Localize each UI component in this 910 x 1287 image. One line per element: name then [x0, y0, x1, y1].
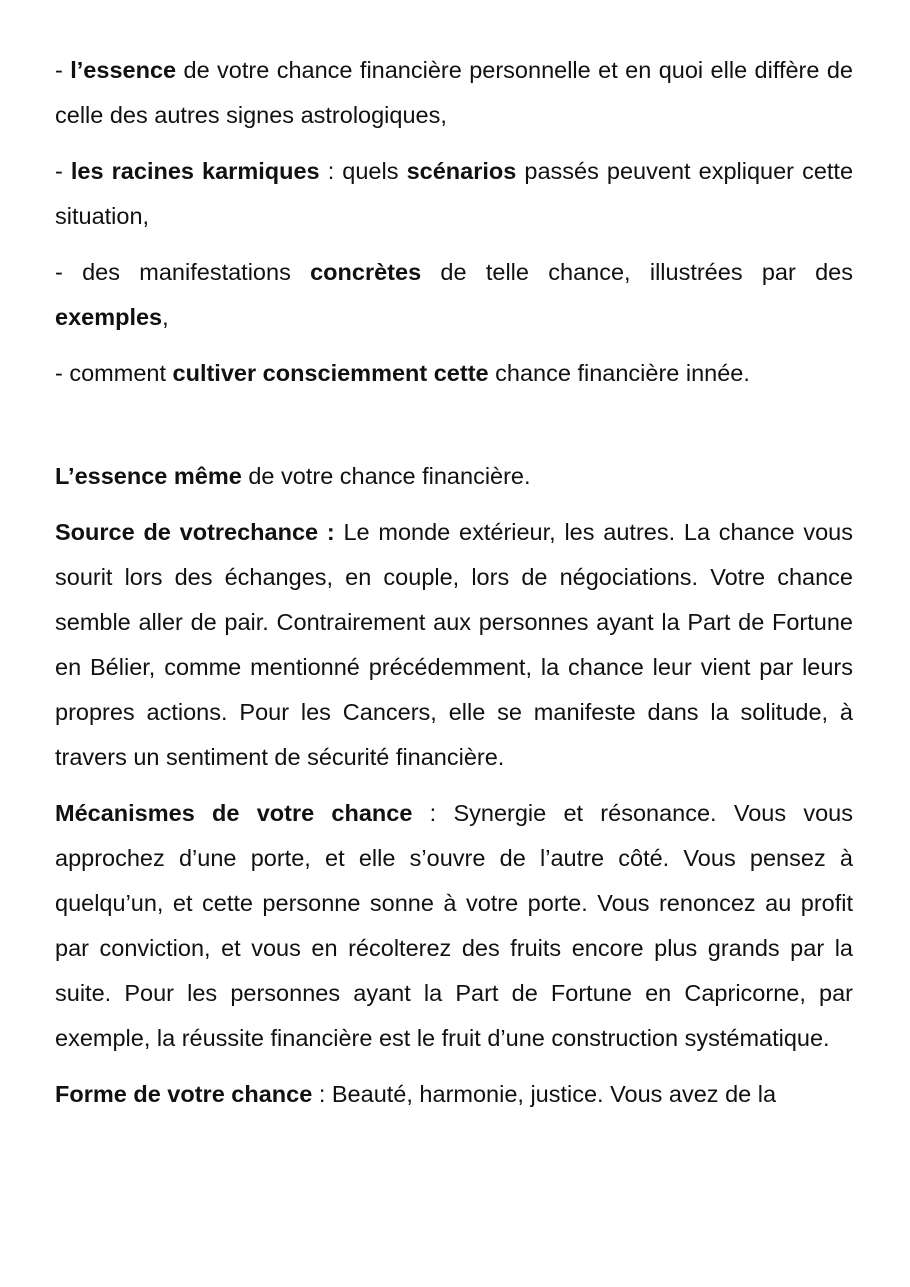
paragraph-text: : Beauté, harmonie, justice. Vous avez de la: [312, 1081, 777, 1107]
paragraph-text: Le monde extérieur, les autres. La chance vous sourit lors des échanges, en couple, lors de négociations. Votre chance semble aller de pair. Contrairement aux personnes ayant la Part de Fortune en Bélier, comme mentionné précédemment, la chance leur vient par leurs propres actions. Pour les Cancers, elle se manifeste dans la solitude, à travers un sentiment de sécurité financière.: [55, 519, 853, 770]
bullet-prefix: -: [55, 57, 71, 83]
paragraph-source: [55, 510, 853, 780]
document-page: [55, 48, 853, 1128]
section-spacer: [55, 407, 853, 454]
paragraph-label: Source de votrechance :: [55, 519, 335, 545]
paragraph-text: : Synergie et résonance. Vous vous approchez d’une porte, et elle s’ouvre de l’autre côté. Vous pensez à quelqu’un, et cette personne sonne à votre porte. Vous renoncez au profit par conviction, et vous en récolterez des fruits encore plus grands par la suite. Pour les personnes ayant la Part de Fortune en Capricorne, par exemple, la réussite financière est le fruit d’une construction systématique.: [55, 800, 853, 1051]
bullet-bold: concrètes: [310, 259, 422, 285]
bullet-cultivate: [55, 351, 853, 396]
bullet-text: de telle chance, illustrées par des: [421, 259, 854, 285]
paragraph-form: [55, 1072, 853, 1117]
bullet-prefix: -: [55, 158, 71, 184]
bullet-text: ,: [162, 304, 169, 330]
bullet-bold: cultiver consciemment cette: [172, 360, 489, 386]
bullet-karmic-roots: [55, 149, 853, 239]
paragraph-label: Forme de votre chance: [55, 1081, 313, 1107]
bullet-prefix: - des manifestations: [55, 259, 311, 285]
bullet-text: : quels: [319, 158, 407, 184]
bullet-text: de votre chance financière personnelle et en quoi elle diffère de celle des autres signes astrologiques,: [55, 57, 853, 128]
bullet-text: passés peuvent expliquer cette situation,: [55, 158, 854, 229]
section-heading-text: de votre chance financière.: [241, 463, 531, 489]
paragraph-label: Mécanismes de votre chance: [55, 800, 413, 826]
bullet-manifestations: [55, 250, 853, 340]
bullet-bold: exemples: [55, 304, 163, 330]
bullet-prefix: - comment: [55, 360, 173, 386]
bullet-bold: scénarios: [406, 158, 517, 184]
bullet-bold: l’essence: [70, 57, 177, 83]
bullet-essence: [55, 48, 853, 138]
section-heading: [55, 454, 853, 499]
bullet-bold: les racines karmiques: [70, 158, 320, 184]
paragraph-mechanisms: [55, 791, 853, 1061]
section-heading-bold: L’essence même: [55, 463, 242, 489]
bullet-text: chance financière innée.: [488, 360, 750, 386]
